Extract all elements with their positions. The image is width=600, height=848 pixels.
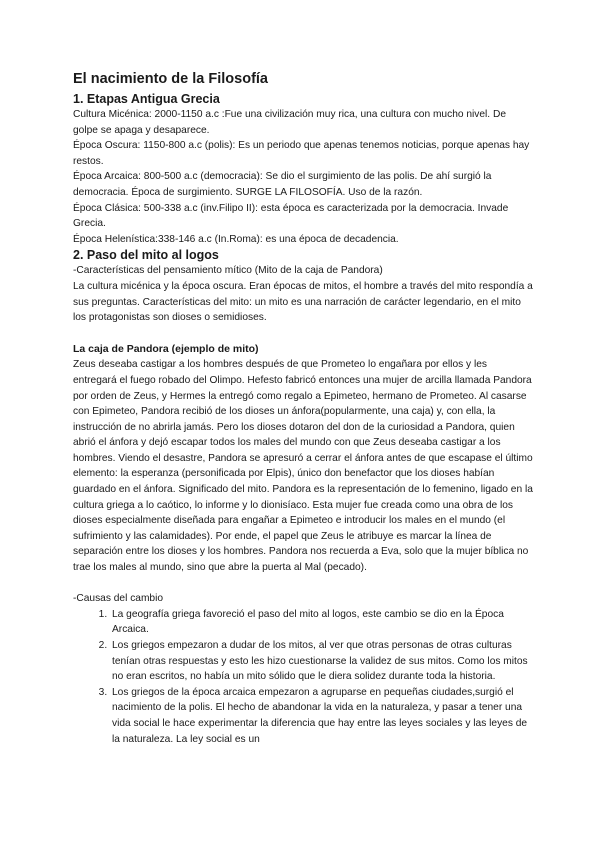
list-item: 1. La geografía griega favoreció el paso del mito al logos, este cambio se dio en la Época Arcaica. <box>110 607 533 638</box>
section-heading-etapas: 1. Etapas Antigua Grecia <box>73 92 220 106</box>
etapa-clasica: Época Clásica: 500-338 a.c (inv.Filipo II): esta época es caracterizada por la democracia. Invade Grecia. <box>73 202 509 230</box>
mito-paragraph: La cultura micénica y la época oscura. Eran épocas de mitos, el hombre a través del mito respondía a sus preguntas. Características del mito: un mito es una narración de carácter legendario, en el mito los protagonistas son dioses o semidioses. <box>73 280 533 324</box>
pandora-text: Zeus deseaba castigar a los hombres después de que Prometeo lo engañara por ellos y les entregará el fuego robado del Olimpo. Hefesto fabricó entonces una mujer de arcilla llamada Pandora por orden de Zeus, y Hermes la entregó como regalo a Epimeteo, hermano de Prometeo. Al casarse con Epimeteo, Pandora recibió de los dioses un ánfora(popularmente, una caja) y, con ella, la instrucción de no abrirla jamás. Pero los dioses dotaron del don de la curiosidad a Pandora, quien abrió el ánfora y dejó escapar todos los males del mundo con que Zeus deseaba castigar a los hombres. Viendo el desastre, Pandora se apresuró a cerrar el ánfora antes de que escapase el último elemento: la esperanza (personificada por Elpis), único don benefactor que los dioses habían guardado en el ánfora. Significado del mito. Pandora es la representación de lo femenino, ligado en la cultura griega a lo caótico, lo informe y lo dionisíaco. Esta mujer fue creada como una obra de los dioses especialmente diseñada para engañar a Epimeteo e introducir los males en el mundo (el sufrimiento y las calamidades). Por ende, el papel que Zeus le atribuye es marcar la línea de separación entre los dioses y los hombres. Pandora nos recuerda a Eva, solo que la mujer bíblica no trae los males al mundo, sino que abre la puerta al Mal (pecado). <box>73 359 533 574</box>
etapa-arcaica: Época Arcaica: 800-500 a.c (democracia): Se dio el surgimiento de las polis. De ahí surgió la democracia. Época de surgimiento. SURGE LA FILOSOFÍA. Uso de la razón. <box>73 171 492 198</box>
etapa-oscura: Época Oscura: 1150-800 a.c (polis): Es un periodo que apenas tenemos noticias, porque apenas hay restos. <box>73 140 530 167</box>
spacer <box>73 576 533 592</box>
list-item: 2. Los griegos empezaron a dudar de los mitos, al ver que otras personas de otras culturas tenían otras respuestas y esto les hizo cuestionarse la validez de sus mitos. Como los mitos no eran escritos, no había un mito sólido que le diera solidez durante toda la historia. <box>110 638 533 685</box>
causes-list <box>73 607 533 747</box>
list-item: 3. Los griegos de la época arcaica empezaron a agruparse en pequeñas ciudades,surgió el nacimiento de la polis. El hecho de abandonar la vida en la naturaleza, y pasar a tener una vida social le hace experimentar la diferencia que hay entre las leyes sociales y las leyes de la naturaleza. La ley social es un <box>110 685 533 747</box>
etapa-micenica: Cultura Micénica: 2000-1150 a.c :Fue una civilización muy rica, una cultura con mucho nivel. De golpe se apaga y desaparece. <box>73 109 506 136</box>
section-heading-mito-logos: 2. Paso del mito al logos <box>73 248 219 263</box>
pandora-heading: La caja de Pandora (ejemplo de mito) <box>73 343 259 356</box>
mito-intro: -Características del pensamiento mítico (Mito de la caja de Pandora) <box>73 265 383 277</box>
document-content <box>73 70 533 747</box>
etapa-helenistica: Época Helenística:338-146 a.c (In.Roma): es una época de decadencia. <box>73 233 399 245</box>
spacer <box>73 326 533 342</box>
causes-heading: -Causas del cambio <box>73 593 164 605</box>
document-title: El nacimiento de la Filosofía <box>73 71 268 87</box>
